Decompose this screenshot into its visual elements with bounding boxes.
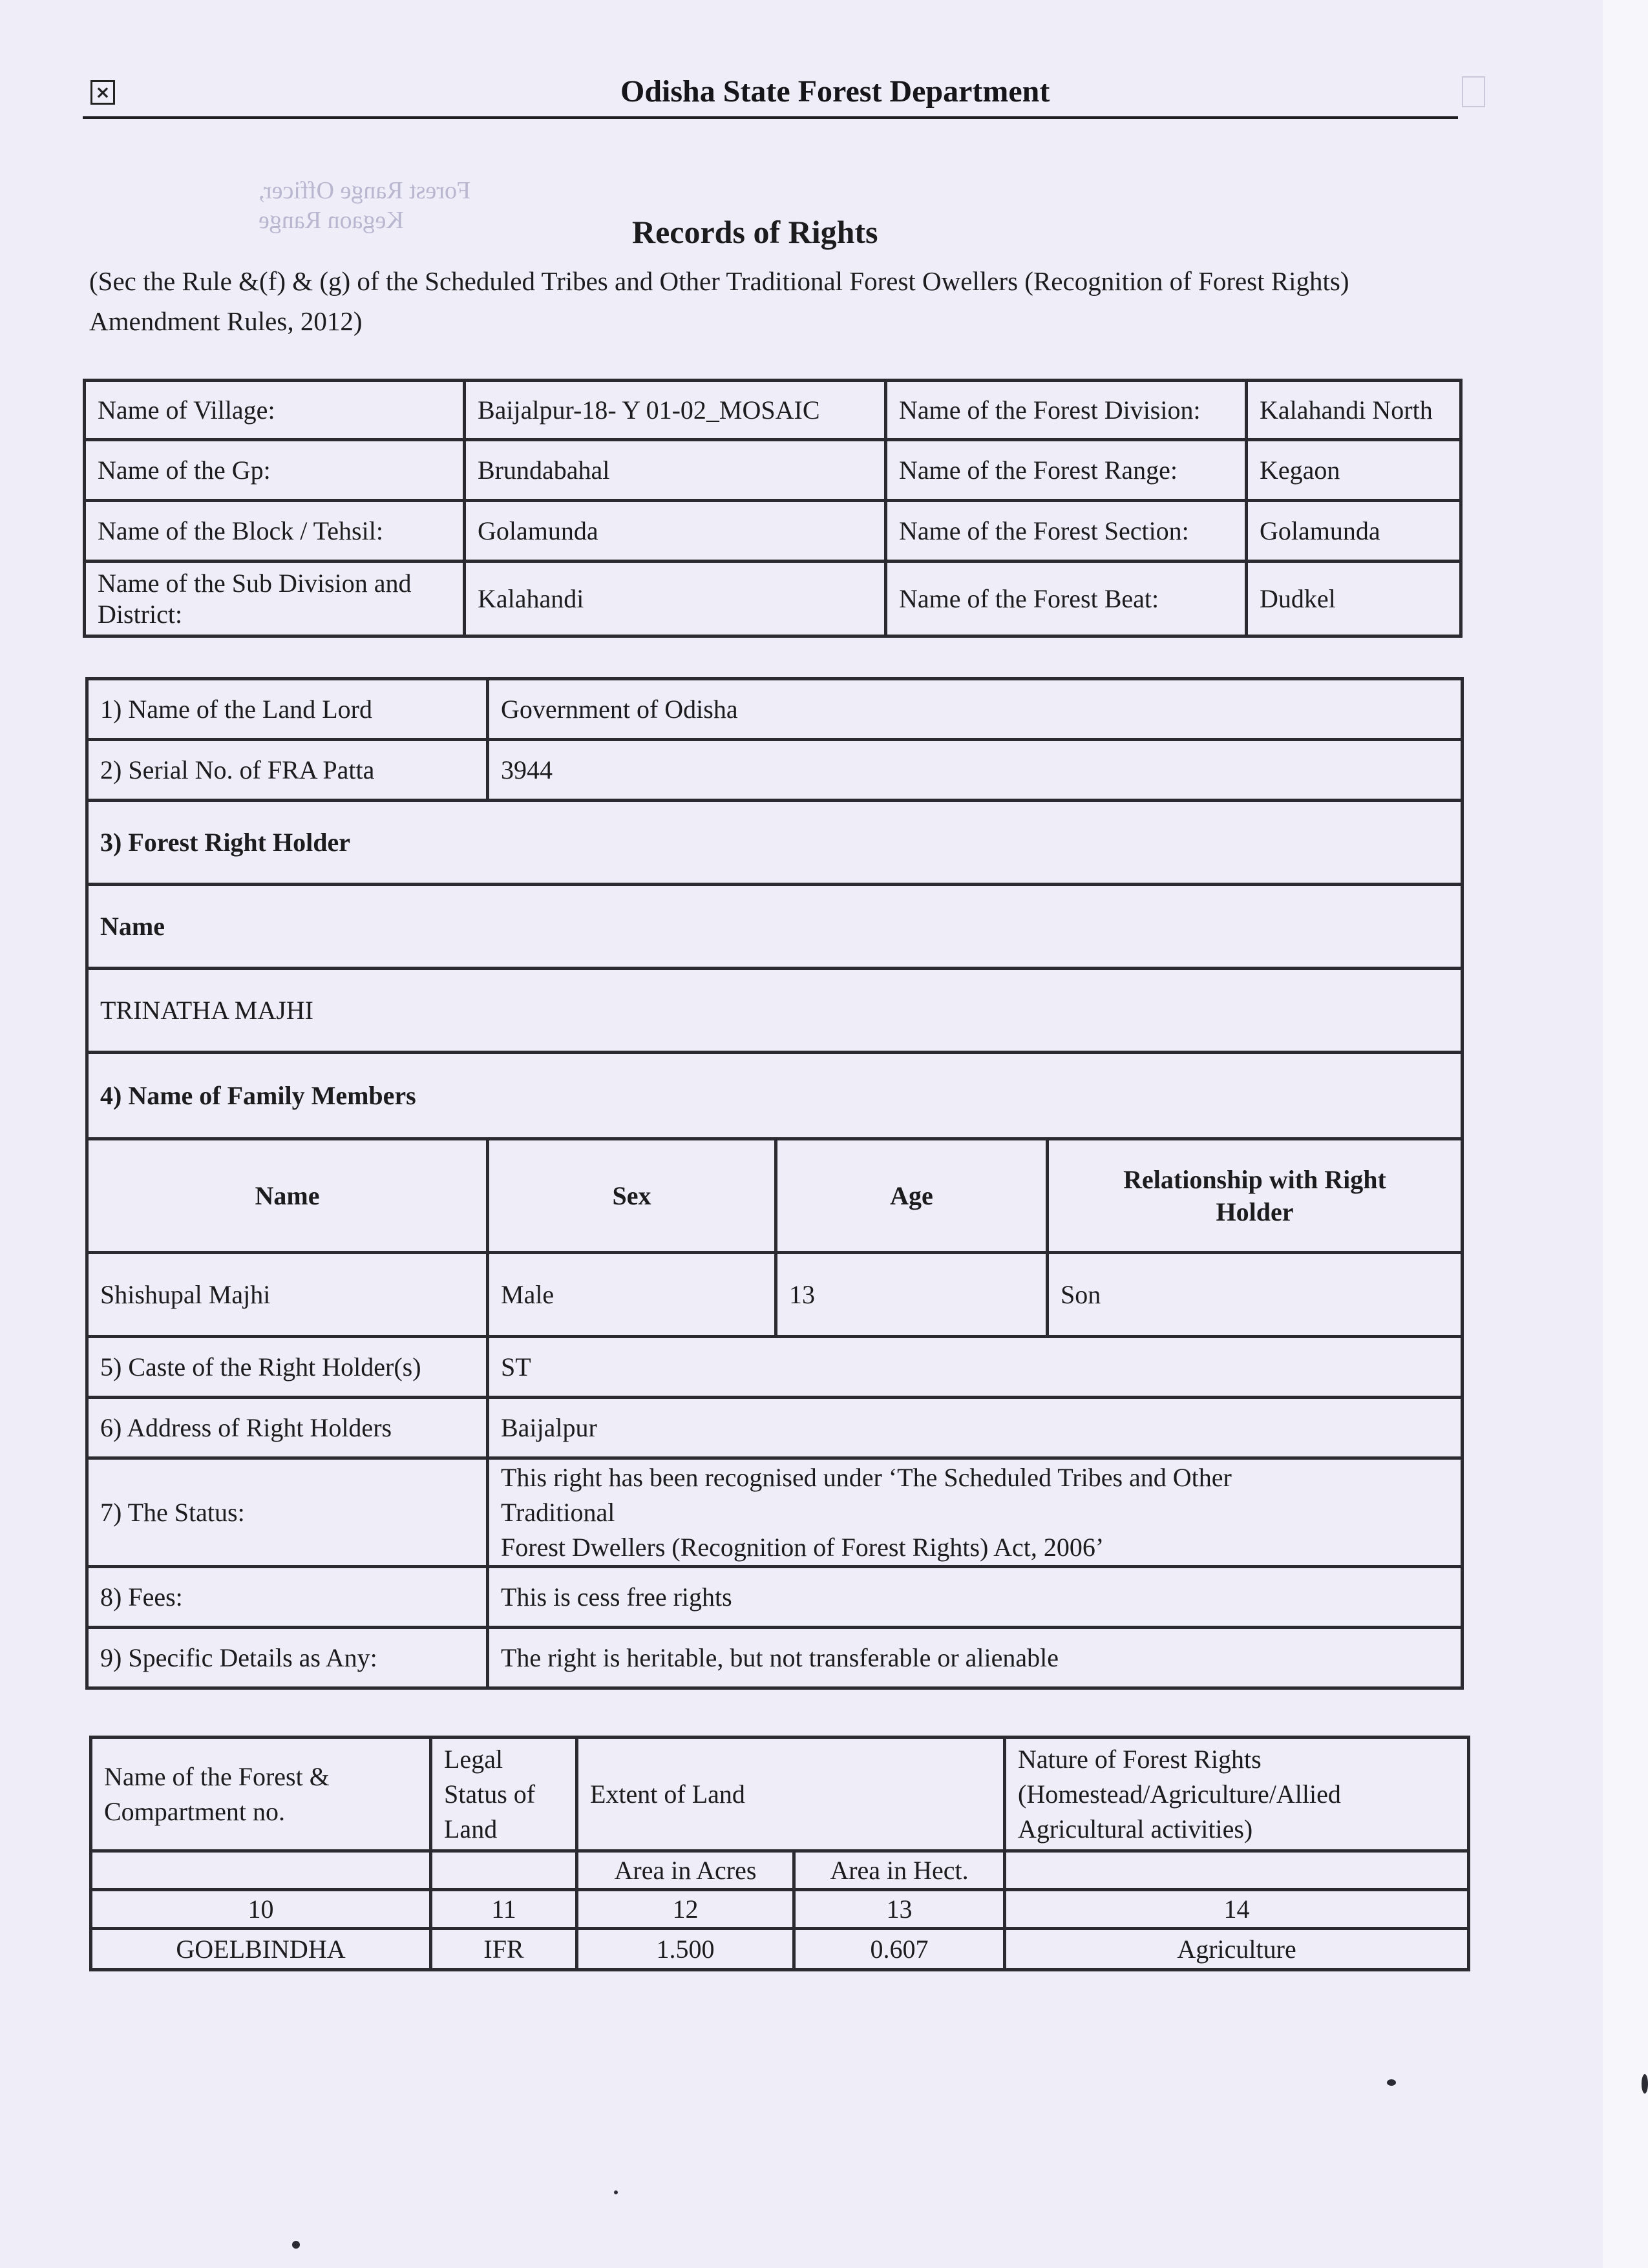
stamp-ghost-range: Kegaon Range bbox=[259, 207, 404, 234]
table-row bbox=[85, 501, 1461, 562]
family-col-sex: Sex bbox=[488, 1139, 776, 1253]
land-forest-value: GOELBINDHA bbox=[91, 1929, 431, 1970]
fees-label: 8) Fees: bbox=[87, 1567, 488, 1628]
land-sub-hect: Area in Hect. bbox=[794, 1851, 1005, 1890]
holder-heading: 3) Forest Right Holder bbox=[87, 801, 1463, 885]
status-line: Traditional bbox=[501, 1497, 615, 1527]
scan-speck bbox=[1387, 2079, 1396, 2086]
member-name: Shishupal Majhi bbox=[87, 1253, 488, 1337]
stamp-ghost-officer: Forest Range Officer, bbox=[259, 177, 471, 204]
family-col-age: Age bbox=[776, 1139, 1048, 1253]
table-row bbox=[91, 1929, 1469, 1970]
land-sub-empty bbox=[91, 1851, 431, 1890]
forest-beat-value: Dudkel bbox=[1247, 562, 1461, 636]
scan-edge bbox=[1603, 0, 1648, 2268]
family-heading: 4) Name of Family Members bbox=[87, 1053, 1463, 1139]
status-line: Forest Dwellers (Recognition of Forest Rights) Act, 2006’ bbox=[501, 1532, 1104, 1562]
specific-value: The right is heritable, but not transferable or alienable bbox=[488, 1628, 1463, 1688]
table-row bbox=[87, 801, 1463, 885]
scan-speck bbox=[614, 2190, 618, 2194]
status-label: 7) The Status: bbox=[87, 1458, 488, 1567]
subdivision-value: Kalahandi bbox=[465, 562, 886, 636]
village-value: Baijalpur-18- Y 01-02_MOSAIC bbox=[465, 381, 886, 440]
caste-value: ST bbox=[488, 1337, 1463, 1398]
land-col-extent: Extent of Land bbox=[577, 1738, 1005, 1851]
close-icon[interactable]: × bbox=[90, 80, 115, 105]
gp-value: Brundabahal bbox=[465, 440, 886, 501]
member-age: 13 bbox=[776, 1253, 1048, 1337]
land-num-13: 13 bbox=[794, 1890, 1005, 1929]
fees-value: This is cess free rights bbox=[488, 1567, 1463, 1628]
holder-name: TRINATHA MAJHI bbox=[87, 969, 1463, 1053]
forest-section-label: Name of the Forest Section: bbox=[886, 501, 1247, 562]
rights-holder-table bbox=[85, 677, 1464, 1690]
land-table bbox=[89, 1736, 1470, 1971]
land-num-10: 10 bbox=[91, 1890, 431, 1929]
forest-range-value: Kegaon bbox=[1247, 440, 1461, 501]
table-row bbox=[87, 1337, 1463, 1398]
table-row bbox=[91, 1890, 1469, 1929]
block-value: Golamunda bbox=[465, 501, 886, 562]
table-row bbox=[87, 1567, 1463, 1628]
table-row bbox=[87, 679, 1463, 740]
land-nature-value: Agriculture bbox=[1005, 1929, 1469, 1970]
gp-label: Name of the Gp: bbox=[85, 440, 465, 501]
forest-division-value: Kalahandi North bbox=[1247, 381, 1461, 440]
member-relationship: Son bbox=[1048, 1253, 1463, 1337]
member-sex: Male bbox=[488, 1253, 776, 1337]
status-line: This right has been recognised under ‘The Scheduled Tribes and Other bbox=[501, 1462, 1232, 1492]
forest-section-value: Golamunda bbox=[1247, 501, 1461, 562]
land-legal-value: IFR bbox=[431, 1929, 577, 1970]
document-title: Records of Rights bbox=[632, 214, 878, 250]
table-row bbox=[85, 381, 1461, 440]
scan-speck bbox=[1642, 2074, 1648, 2094]
scan-speck bbox=[292, 2241, 300, 2249]
land-hect-value: 0.607 bbox=[794, 1929, 1005, 1970]
landlord-value: Government of Odisha bbox=[488, 679, 1463, 740]
land-col-nature: Nature of Forest Rights (Homestead/Agriculture/Allied Agricultural activities) bbox=[1005, 1738, 1469, 1851]
serial-label: 2) Serial No. of FRA Patta bbox=[87, 740, 488, 801]
name-heading: Name bbox=[87, 885, 1463, 969]
forest-division-label: Name of the Forest Division: bbox=[886, 381, 1247, 440]
address-label: 6) Address of Right Holders bbox=[87, 1398, 488, 1458]
land-col-forest: Name of the Forest & Compartment no. bbox=[91, 1738, 431, 1851]
land-sub-acres: Area in Acres bbox=[577, 1851, 794, 1890]
table-row bbox=[87, 740, 1463, 801]
specific-label: 9) Specific Details as Any: bbox=[87, 1628, 488, 1688]
table-row bbox=[87, 885, 1463, 969]
forest-range-label: Name of the Forest Range: bbox=[886, 440, 1247, 501]
location-table bbox=[83, 379, 1463, 638]
table-row bbox=[91, 1738, 1469, 1851]
forest-beat-label: Name of the Forest Beat: bbox=[886, 562, 1247, 636]
header-divider bbox=[83, 116, 1458, 119]
village-label: Name of Village: bbox=[85, 381, 465, 440]
serial-value: 3944 bbox=[488, 740, 1463, 801]
family-col-relationship: Relationship with Right Holder bbox=[1048, 1139, 1463, 1253]
family-col-name: Name bbox=[87, 1139, 488, 1253]
table-row bbox=[87, 1458, 1463, 1567]
block-label: Name of the Block / Tehsil: bbox=[85, 501, 465, 562]
land-num-11: 11 bbox=[431, 1890, 577, 1929]
table-row bbox=[87, 1053, 1463, 1139]
land-num-12: 12 bbox=[577, 1890, 794, 1929]
address-value: Baijalpur bbox=[488, 1398, 1463, 1458]
land-sub-empty bbox=[431, 1851, 577, 1890]
table-row bbox=[85, 440, 1461, 501]
table-row bbox=[85, 562, 1461, 636]
table-row bbox=[87, 969, 1463, 1053]
faint-box-icon bbox=[1462, 76, 1485, 107]
land-acres-value: 1.500 bbox=[577, 1929, 794, 1970]
land-sub-empty bbox=[1005, 1851, 1469, 1890]
table-row bbox=[87, 1398, 1463, 1458]
landlord-label: 1) Name of the Land Lord bbox=[87, 679, 488, 740]
table-row bbox=[91, 1851, 1469, 1890]
rule-reference: (Sec the Rule &(f) & (g) of the Scheduled Tribes and Other Traditional Forest Owellers (Recognition of Forest Rights) Amendment Rules, 2012) bbox=[89, 266, 1349, 336]
caste-label: 5) Caste of the Right Holder(s) bbox=[87, 1337, 488, 1398]
subdivision-label: Name of the Sub Division and District: bbox=[85, 562, 465, 636]
land-num-14: 14 bbox=[1005, 1890, 1469, 1929]
table-row bbox=[87, 1139, 1463, 1253]
land-col-legal: Legal Status of Land bbox=[431, 1738, 577, 1851]
table-row bbox=[87, 1253, 1463, 1337]
status-value bbox=[488, 1458, 1463, 1567]
department-title: Odisha State Forest Department bbox=[620, 74, 1050, 109]
table-row bbox=[87, 1628, 1463, 1688]
